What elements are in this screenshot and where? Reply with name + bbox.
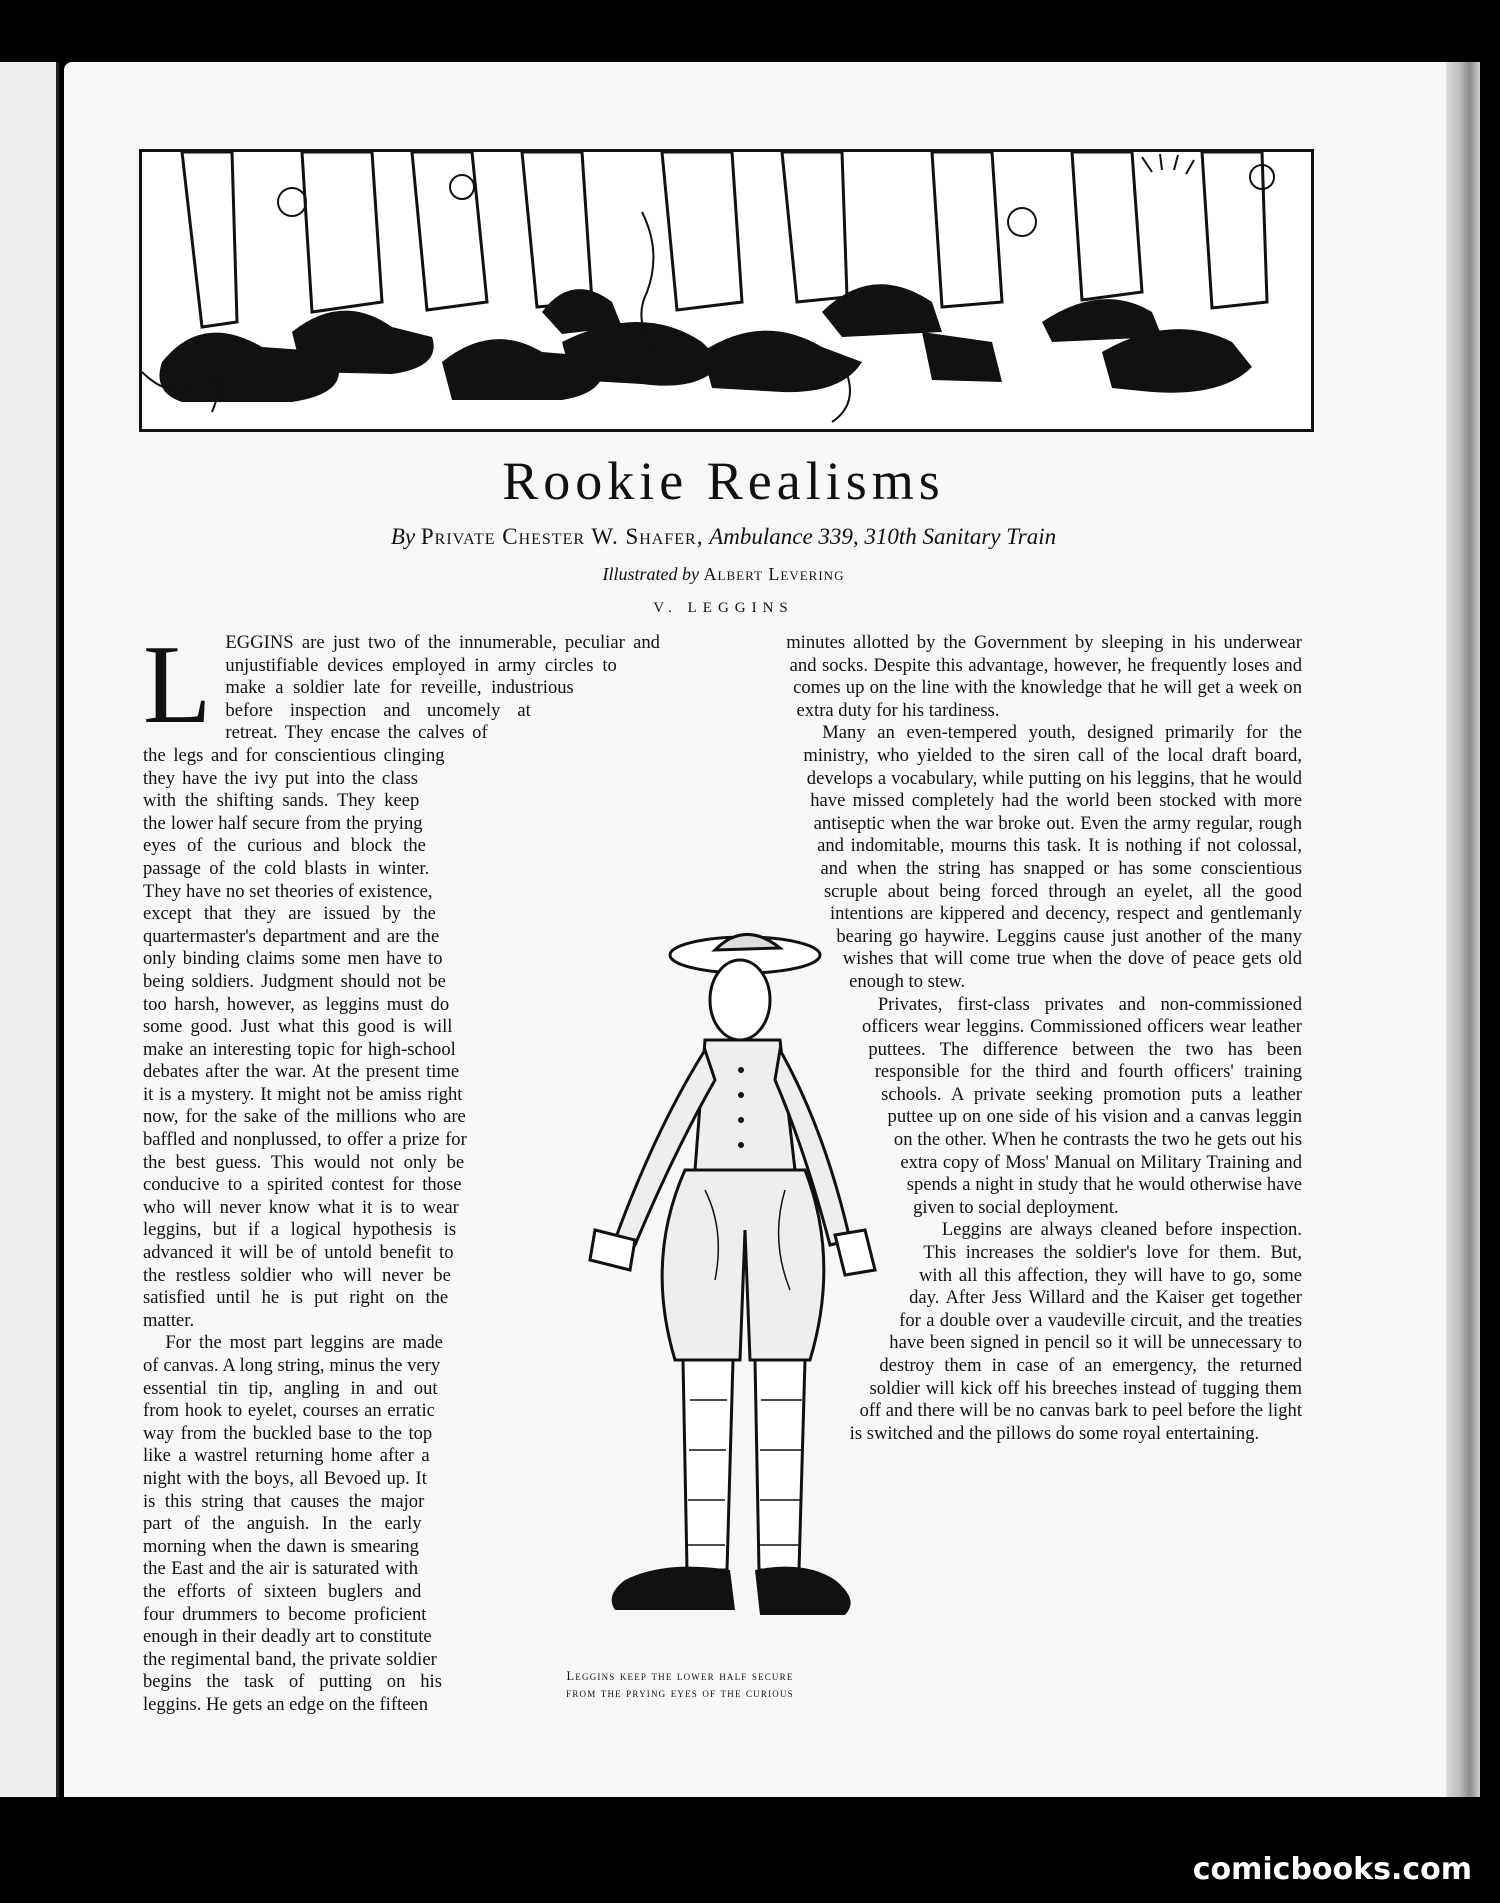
- soldier-drawing: [555, 930, 915, 1760]
- section-heading: V. LEGGINS: [653, 600, 794, 616]
- illustrated-prefix: Illustrated by: [602, 564, 700, 584]
- soldier-illustration: [555, 930, 915, 1760]
- paragraph: Many an even-tempered youth, designed primarily for the ministry, who yielded to the siren call of the local draft board, develops a vocabulary, while putting on his leggins, that he would have missed completely had the world been stocked with more antiseptic when the war broke out. Even the army regular, rough and indomitable, mourns this task. It is nothing if not colossal, and when the string has snapped or has some conscientious scruple about being forced through an eyelet, all the good intentions are kippered and decency, respect and gentlemanly bearing go haywire. Leggins cause just another of the many wishes that will come true when the dove of peace gets old enough to stew.: [803, 722, 1302, 992]
- illustrator-name: Albert Levering: [703, 564, 845, 584]
- article-title: Rookie Realisms: [502, 451, 945, 511]
- leggings-banner-drawing: [142, 152, 1311, 429]
- paragraph: Privates, first-class privates and non-commissioned officers wear leggins. Commissioned officers wear leather puttees. The difference between the two has been responsible for the third and fourth officers' training schools. A private seeking promotion puts a leather puttee up on one side of his vision and a canvas leggin on the other. When he contrasts the two he gets out his extra copy of Moss' Manual on Military Training and spends a night in study that he would otherwise have given to social deployment.: [861, 993, 1302, 1218]
- byline-author: Private Chester W. Shafer,: [420, 524, 704, 549]
- paragraph: For the most part leggins are made of canvas. A long string, minus the very essential tin tip, angling in and out from hook to eyelet, courses an erratic way from the buckled base to the top like a wastrel returning home after a night with the boys, all Bevoed up. It is this string that causes the major part of the anguish. In the early morning when the dawn is smearing the East and the air is saturated with the efforts of sixteen buglers and four drummers to become proficient enough in their deadly art to constitute the regimental band, the private soldier begins the task of putting on his leggins. He gets an edge on the fifteen: [143, 1332, 443, 1715]
- paragraph: minutes allotted by the Government by sleeping in his underwear and socks. Despite this advantage, however, he frequently loses and comes up on the line with the knowledge that he will get a week on extra duty for his tardiness.: [786, 632, 1302, 721]
- illustration-credit: [139, 564, 1308, 585]
- byline-prefix: By: [390, 524, 416, 549]
- header-illustration: [139, 149, 1314, 432]
- article-byline: [139, 524, 1308, 550]
- paragraph: Leggins are always cleaned before inspection. This increases the soldier's love for them. But, with all this affection, they will have to go, some day. After Jess Willard and the Kaiser get together for a double over a vaudeville circuit, and the treaties have been signed in pencil so it will be unnecessary to destroy them in case of an emergency, the returned soldier will kick off his breeches instead of tugging them off and there will be no canvas bark to peel before the light is switched and the pillows do some royal entertaining.: [849, 1219, 1302, 1444]
- paragraph: EGGINS are just two of the innumerable, peculiar and unjustifiable devices employed in army circles to make a soldier late for reveille, industrious before inspection and uncomely at retreat. They encase the calves of the legs and for conscientious clinging they have the ivy put into the class with the shifting sands. They keep the lower half secure from the prying eyes of the curious and block the passage of the cold blasts in winter. They have no set theories of existence, except that they are issued by the quartermaster's department and are the only binding claims some men have to being soldiers. Judgment should not be too harsh, however, as leggins must do some good. Just what this good is will make an interesting topic for high-school debates after the war. At the present time it is a mystery. It might not be amiss right now, for the sake of the millions who are baffled and nonplussed, to offer a prize for the best guess. This would not only be conducive to a spirited contest for those who will never know what it is to wear leggins, but if a logical hypothesis is advanced it will be of untold benefit to the restless soldier who will never be satisfied until he is put right on the matter.: [143, 632, 660, 1331]
- figure-caption: Leggins keep the lower half secure from the prying eyes of the curious: [566, 1669, 794, 1700]
- drop-cap: L: [143, 623, 212, 747]
- site-watermark: comicbooks.com: [1192, 1852, 1472, 1887]
- byline-unit: Ambulance 339, 310th Sanitary Train: [709, 524, 1057, 549]
- page-binding-edge: [1446, 62, 1480, 1797]
- facing-page-edge: [0, 62, 59, 1797]
